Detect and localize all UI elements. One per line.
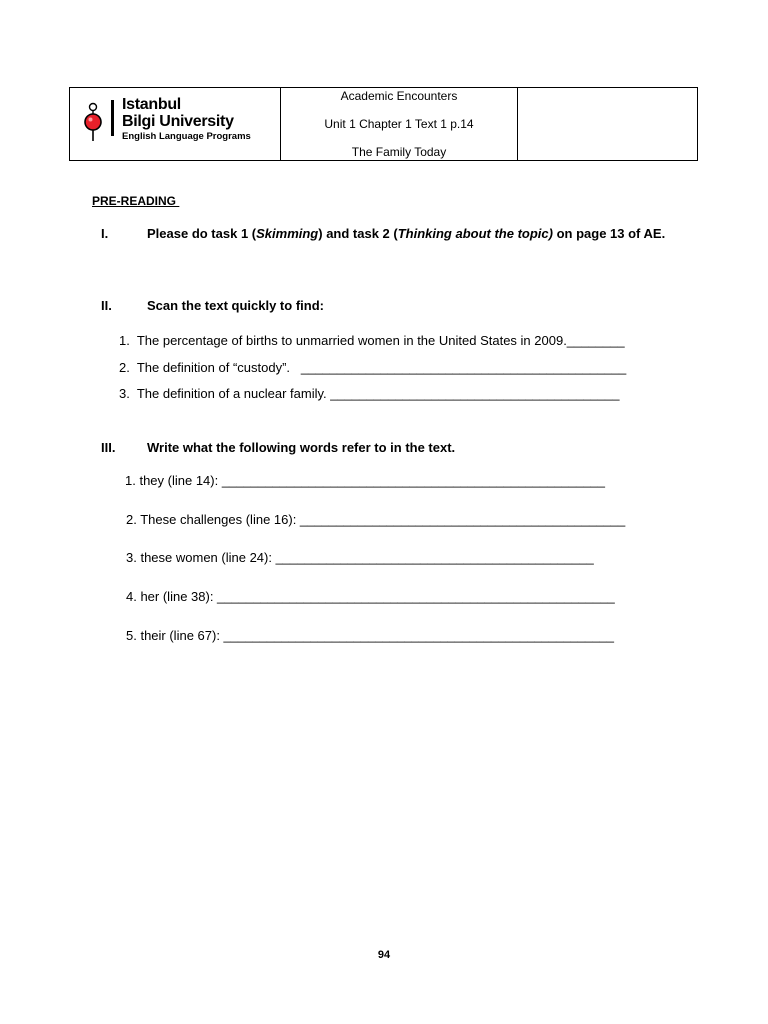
list-item: 1. they (line 14): _____________________________________________________	[125, 473, 606, 488]
section-title: PRE-READING	[92, 194, 180, 208]
university-logo-icon	[82, 100, 104, 142]
text-title: The Family Today	[351, 145, 447, 159]
list-item: 3. The definition of a nuclear family. ________________________________________	[119, 386, 620, 401]
empty-cell	[518, 88, 697, 160]
task2-numeral: II.	[101, 298, 112, 313]
course-title: Academic Encounters	[340, 89, 458, 103]
page-number: 94	[377, 949, 391, 961]
task1-instruction	[147, 224, 672, 243]
list-item: 2. These challenges (line 16): _____________________________________________	[126, 512, 626, 527]
header-table	[69, 87, 698, 161]
logo-name-line3: English Language Programs	[122, 131, 251, 142]
logo-divider	[111, 100, 114, 136]
list-item: 5. their (line 67): ______________________________________________________	[126, 628, 614, 643]
list-item: 4. her (line 38): _______________________________________________________	[126, 589, 615, 604]
task1-text-part1: Please do task 1 (	[147, 226, 257, 241]
logo-cell	[70, 88, 281, 160]
list-item: 3. these women (line 24): ____________________________________________	[126, 550, 594, 565]
task2-instruction: Scan the text quickly to find:	[147, 298, 324, 313]
task1-italic1: Skimming	[256, 226, 319, 241]
task1-text-part3: on page 13 of AE.	[552, 226, 666, 241]
list-item: 1. The percentage of births to unmarried women in the United States in 2009.________	[119, 333, 625, 348]
task1-text-part2: ) and task 2 (	[318, 226, 398, 241]
course-info-cell	[281, 88, 518, 160]
list-item: 2. The definition of “custody”. _____________________________________________	[119, 360, 627, 375]
logo-name-line2: Bilgi University	[122, 113, 234, 130]
task3-numeral: III.	[101, 440, 116, 455]
unit-reference: Unit 1 Chapter 1 Text 1 p.14	[324, 117, 474, 131]
logo-name-line1: Istanbul	[122, 96, 181, 113]
task1-italic2: Thinking about the topic)	[397, 226, 553, 241]
task3-instruction: Write what the following words refer to in the text.	[147, 440, 456, 455]
task1-numeral: I.	[101, 226, 109, 241]
